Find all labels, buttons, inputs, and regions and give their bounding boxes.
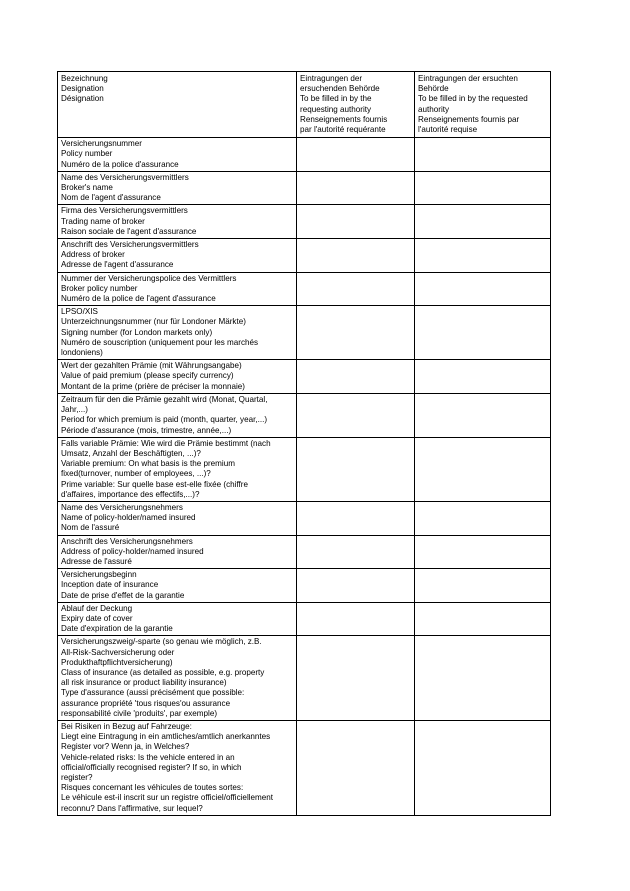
field-label-cell <box>58 602 297 636</box>
requested-authority-entry[interactable] <box>415 720 551 815</box>
field-label-line: Signing number (for London markets only) <box>61 327 213 337</box>
requesting-authority-entry[interactable] <box>297 501 415 535</box>
field-label-cell <box>58 306 297 360</box>
field-label-line: Adresse de l'assuré <box>61 556 132 566</box>
field-label-line: all risk insurance or product liability insurance) <box>61 678 227 688</box>
header-line: To be filled in by the <box>300 94 372 104</box>
field-label-line: Produkthaftpflichtversicherung) <box>61 657 173 667</box>
header-line: Renseignements fournis par <box>418 114 520 124</box>
field-label-cell <box>58 501 297 535</box>
header-row <box>58 72 551 138</box>
requested-authority-entry[interactable] <box>415 239 551 273</box>
field-label-line: Numéro de la police de l'agent d'assurance <box>61 294 216 304</box>
field-label-line: d'affaires, importance des effectifs,...)? <box>61 489 200 499</box>
header-line: To be filled in by the requested <box>418 94 528 104</box>
requested-authority-entry[interactable] <box>415 569 551 603</box>
field-label-line: Versicherungsnummer <box>61 139 142 149</box>
requesting-authority-entry[interactable] <box>297 437 415 501</box>
requested-authority-entry[interactable] <box>415 437 551 501</box>
field-label-line: All-Risk-Sachversicherung oder <box>61 647 175 657</box>
field-label-line: Date de prise d'effet de la garantie <box>61 590 185 600</box>
field-label-line: fixed(turnover, number of employees, ...)? <box>61 469 211 479</box>
header-line: l'autorité requise <box>418 125 478 135</box>
field-label-line: Broker policy number <box>61 283 138 293</box>
field-label-line: Unterzeichnungsnummer (nur für Londoner Märkte) <box>61 317 246 327</box>
requested-authority-entry[interactable] <box>415 306 551 360</box>
field-label-line: Class of insurance (as detailed as possible, e.g. property <box>61 667 265 677</box>
requesting-authority-entry[interactable] <box>297 636 415 721</box>
field-label-line: official/officially recognised register? If so, in which <box>61 762 242 772</box>
requested-authority-entry[interactable] <box>415 138 551 172</box>
field-label-line: Name des Versicherungsnehmers <box>61 502 183 512</box>
requested-authority-entry[interactable] <box>415 272 551 306</box>
field-label-line: Type d'assurance (aussi précisément que possible: <box>61 688 245 698</box>
field-label-cell <box>58 720 297 815</box>
field-label-line: Risques concernant les véhicules de toutes sortes: <box>61 783 244 793</box>
table-row <box>58 501 551 535</box>
field-label-line: assurance propriété 'tous risques'ou assurance <box>61 698 231 708</box>
field-label-line: Numéro de la police d'assurance <box>61 159 179 169</box>
field-label-cell <box>58 535 297 569</box>
requesting-authority-entry[interactable] <box>297 138 415 172</box>
header-line: par l'autorité requérante <box>300 125 386 135</box>
field-label-cell <box>58 393 297 437</box>
table-row <box>58 239 551 273</box>
table-row <box>58 138 551 172</box>
table-row <box>58 636 551 721</box>
field-label-line: Raison sociale de l'agent d'assurance <box>61 226 197 236</box>
field-label-line: Falls variable Prämie: Wie wird die Prämie bestimmt (nach <box>61 438 271 448</box>
table-row <box>58 569 551 603</box>
table-row <box>58 306 551 360</box>
header-line: Eintragungen der ersuchten <box>418 74 518 83</box>
header-designation <box>58 72 297 138</box>
field-label-line: Nummer der Versicherungspolice des Vermittlers <box>61 273 237 283</box>
field-label-line: Name des Versicherungsvermittlers <box>61 172 189 182</box>
field-label-cell <box>58 636 297 721</box>
field-label-line: Prime variable: Sur quelle base est-elle fixée (chiffre <box>61 479 248 489</box>
field-label-line: Période d'assurance (mois, trimestre, année,...) <box>61 425 232 435</box>
requesting-authority-entry[interactable] <box>297 602 415 636</box>
field-label-cell <box>58 138 297 172</box>
field-label-cell <box>58 239 297 273</box>
requesting-authority-entry[interactable] <box>297 171 415 205</box>
field-label-line: Period for which premium is paid (month, quarter, year,...) <box>61 415 268 425</box>
field-label-cell <box>58 437 297 501</box>
form-page <box>57 71 550 816</box>
header-line: Désignation <box>61 94 104 104</box>
field-label-line: Value of paid premium (please specify currency) <box>61 371 234 381</box>
field-label-line: Variable premium: On what basis is the premium <box>61 459 235 469</box>
field-label-line: Name of policy-holder/named insured <box>61 513 196 523</box>
table-row <box>58 535 551 569</box>
field-label-line: Zeitraum für den die Prämie gezahlt wird (Monat, Quartal, <box>61 394 268 404</box>
table-row <box>58 720 551 815</box>
header-requested-authority <box>415 72 551 138</box>
field-label-line: Numéro de souscription (uniquement pour les marchés <box>61 337 259 347</box>
field-label-cell <box>58 171 297 205</box>
field-label-line: Le véhicule est-il inscrit sur un registre officiel/officiellement <box>61 793 274 803</box>
field-label-cell <box>58 272 297 306</box>
requesting-authority-entry[interactable] <box>297 393 415 437</box>
field-label-cell <box>58 360 297 394</box>
table-row <box>58 272 551 306</box>
field-label-line: Address of broker <box>61 250 125 260</box>
field-label-line: Umsatz, Anzahl der Beschäftigten, ...)? <box>61 448 201 458</box>
requesting-authority-entry[interactable] <box>297 306 415 360</box>
requested-authority-entry[interactable] <box>415 360 551 394</box>
field-label-cell <box>58 569 297 603</box>
field-label-line: Trading name of broker <box>61 216 145 226</box>
field-label-line: register? <box>61 773 93 782</box>
form-body <box>58 138 551 816</box>
field-label-line: Nom de l'assuré <box>61 523 120 533</box>
table-row <box>58 393 551 437</box>
requested-authority-entry[interactable] <box>415 171 551 205</box>
table-row <box>58 171 551 205</box>
field-label-cell <box>58 205 297 239</box>
field-label-line: Bei Risiken in Bezug auf Fahrzeuge: <box>61 721 192 731</box>
field-label-line: Nom de l'agent d'assurance <box>61 193 161 203</box>
header-line: authority <box>418 104 450 114</box>
field-label-line: Adresse de l'agent d'assurance <box>61 260 174 270</box>
header-line: Behörde <box>418 84 449 94</box>
field-label-line: responsabilité civile 'produits', par exemple) <box>61 708 218 718</box>
field-label-line: Versicherungszweig/-sparte (so genau wie möglich, z.B. <box>61 637 262 647</box>
field-label-line: LPSO/XIS <box>61 307 98 317</box>
requested-authority-entry[interactable] <box>415 636 551 721</box>
requesting-authority-entry[interactable] <box>297 239 415 273</box>
requesting-authority-entry[interactable] <box>297 720 415 815</box>
requested-authority-entry[interactable] <box>415 602 551 636</box>
field-label-line: Broker's name <box>61 183 113 193</box>
field-label-line: Policy number <box>61 149 113 159</box>
field-label-line: Vehicle-related risks: Is the vehicle entered in an <box>61 752 235 762</box>
header-line: Eintragungen der <box>300 74 363 83</box>
requesting-authority-entry[interactable] <box>297 569 415 603</box>
header-line: ersuchenden Behörde <box>300 84 380 94</box>
header-line: Designation <box>61 84 104 94</box>
requested-authority-entry[interactable] <box>415 393 551 437</box>
header-line: Renseignements fournis <box>300 114 388 124</box>
field-label-line: londoniens) <box>61 348 103 358</box>
request-form-table <box>57 71 551 816</box>
table-row <box>58 437 551 501</box>
field-label-line: Address of policy-holder/named insured <box>61 546 204 556</box>
field-label-line: Wert der gezahlten Prämie (mit Währungsangabe) <box>61 361 242 371</box>
requesting-authority-entry[interactable] <box>297 535 415 569</box>
header-line: requesting authority <box>300 104 372 114</box>
requesting-authority-entry[interactable] <box>297 272 415 306</box>
table-row <box>58 602 551 636</box>
field-label-line: Date d'expiration de la garantie <box>61 624 173 634</box>
field-label-line: Anschrift des Versicherungsvermittlers <box>61 240 199 250</box>
table-row <box>58 360 551 394</box>
requesting-authority-entry[interactable] <box>297 360 415 394</box>
requested-authority-entry[interactable] <box>415 535 551 569</box>
requested-authority-entry[interactable] <box>415 205 551 239</box>
field-label-line: Versicherungsbeginn <box>61 570 137 580</box>
header-requesting-authority <box>297 72 415 138</box>
field-label-line: Anschrift des Versicherungsnehmers <box>61 536 193 546</box>
field-label-line: Firma des Versicherungsvermittlers <box>61 206 188 216</box>
table-row <box>58 205 551 239</box>
field-label-line: Montant de la prime (prière de préciser la monnaie) <box>61 381 245 391</box>
field-label-line: Inception date of insurance <box>61 580 159 590</box>
field-label-line: reconnu? Dans l'affirmative, sur lequel? <box>61 803 203 813</box>
field-label-line: Ablauf der Deckung <box>61 603 133 613</box>
header-line: Bezeichnung <box>61 74 108 83</box>
field-label-line: Expiry date of cover <box>61 613 133 623</box>
requested-authority-entry[interactable] <box>415 501 551 535</box>
field-label-line: Register vor? Wenn ja, in Welches? <box>61 742 190 752</box>
field-label-line: Jahr,...) <box>61 405 88 415</box>
requesting-authority-entry[interactable] <box>297 205 415 239</box>
field-label-line: Liegt eine Eintragung in ein amtliches/amtlich anerkanntes <box>61 732 271 742</box>
